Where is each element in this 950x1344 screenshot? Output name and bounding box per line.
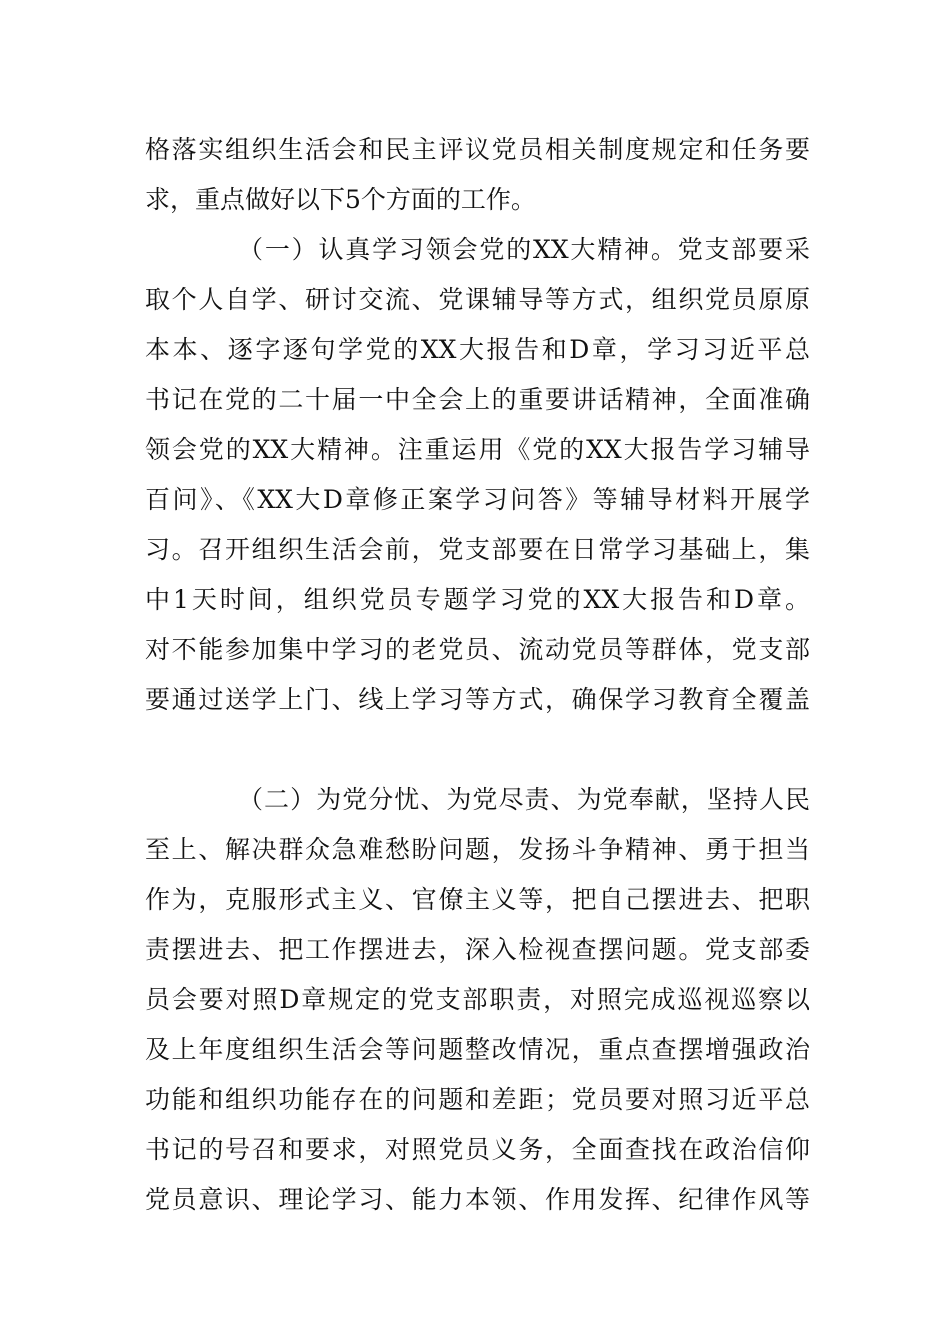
text-line: 中1天时间，组织党员专题学习党的XX大报告和D章。 [145, 585, 810, 614]
text-line: 员会要对照D章规定的党支部职责，对照完成巡视巡察以 [145, 985, 810, 1014]
text-line: 功能和组织功能存在的问题和差距；党员要对照习近平总 [145, 1085, 810, 1114]
text-line: 书记在党的二十届一中全会上的重要讲话精神，全面准确 [145, 385, 810, 414]
section-heading-1: （一）认真学习领会党的XX大精神。党支部要采 [238, 235, 810, 264]
text-line: 要通过送学上门、线上学习等方式，确保学习教育全覆盖 [145, 685, 810, 714]
text-line: 领会党的XX大精神。注重运用《党的XX大报告学习辅导 [145, 435, 810, 464]
text-line: 习。召开组织生活会前，党支部要在日常学习基础上，集 [145, 535, 810, 564]
text-line: 求，重点做好以下5个方面的工作。 [145, 185, 536, 214]
text-line: 作为，克服形式主义、官僚主义等，把自己摆进去、把职 [145, 885, 810, 914]
text-line: 责摆进去、把工作摆进去，深入检视查摆问题。党支部委 [145, 935, 810, 964]
text-line: 格落实组织生活会和民主评议党员相关制度规定和任务要 [145, 135, 810, 164]
text-line: 对不能参加集中学习的老党员、流动党员等群体，党支部 [145, 635, 810, 664]
text-line: 本本、逐字逐句学党的XX大报告和D章，学习习近平总 [145, 335, 810, 364]
text-line: 党员意识、理论学习、能力本领、作用发挥、纪律作风等 [145, 1185, 810, 1214]
text-line: 及上年度组织生活会等问题整改情况，重点查摆增强政治 [145, 1035, 810, 1064]
text-line: 百问》、《XX大D章修正案学习问答》等辅导材料开展学 [145, 485, 810, 514]
text-line: 取个人自学、研讨交流、党课辅导等方式，组织党员原原 [145, 285, 810, 314]
text-line: 书记的号召和要求，对照党员义务，全面查找在政治信仰 [145, 1135, 810, 1164]
section-heading-2: （二）为党分忧、为党尽责、为党奉献，坚持人民 [238, 785, 810, 814]
text-line: 至上、解决群众急难愁盼问题，发扬斗争精神、勇于担当 [145, 835, 810, 864]
